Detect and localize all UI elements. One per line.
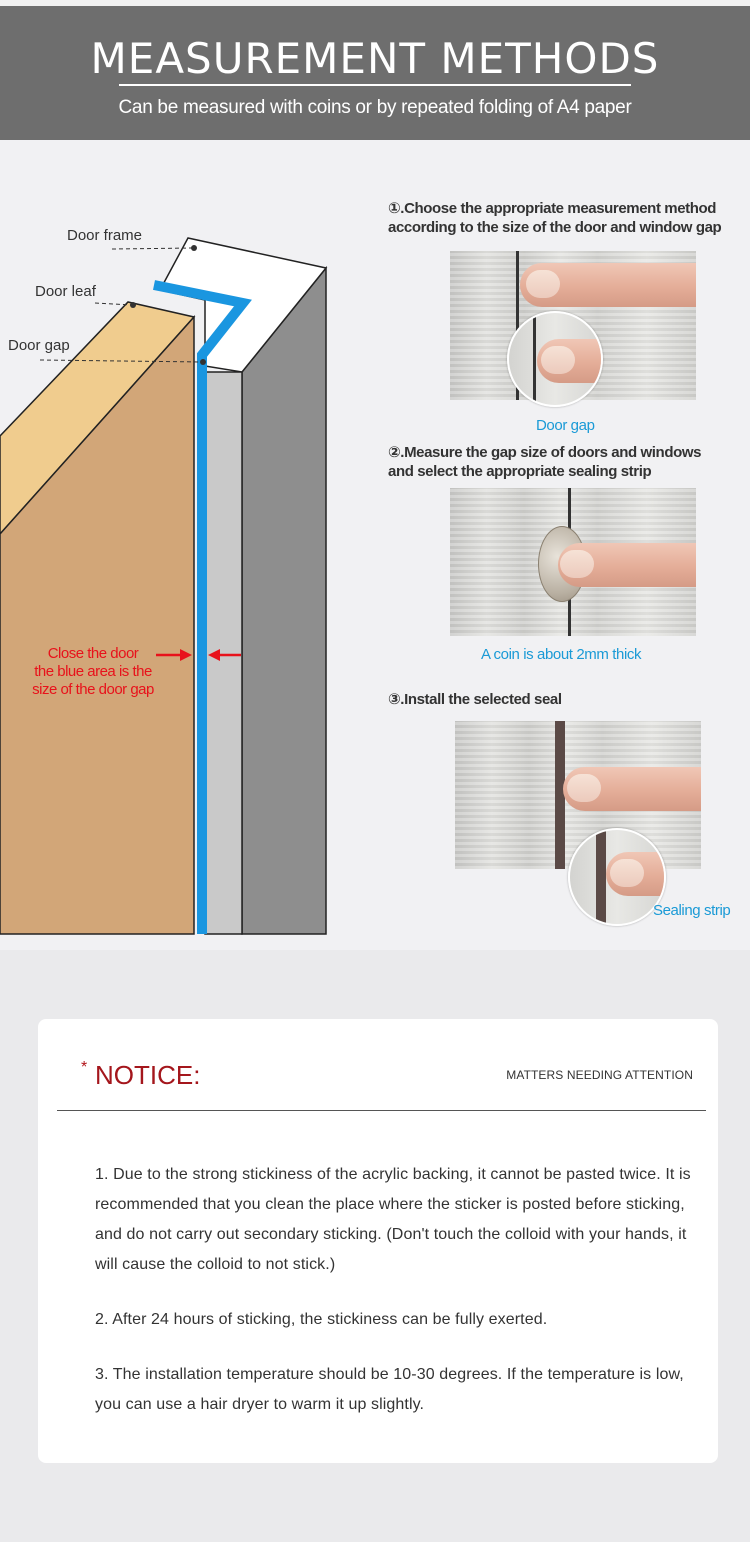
notice-card — [38, 1019, 718, 1463]
label-door-frame: Door frame — [67, 227, 143, 244]
notice-title: NOTICE: — [95, 1060, 201, 1090]
notice-star-icon: * — [81, 1059, 88, 1076]
step-2-line: and select the appropriate sealing strip — [388, 463, 652, 480]
step-2-text — [388, 443, 748, 481]
step-1-line: according to the size of the door and window gap — [388, 219, 722, 236]
caption-sealing-strip: Sealing strip — [653, 902, 731, 919]
step-3-line: ③.Install the selected seal — [388, 691, 562, 708]
step-1-text — [388, 199, 748, 237]
door-gap-diagram — [0, 140, 380, 950]
notice-item: 1. Due to the strong stickiness of the acrylic backing, it cannot be pasted twice. It is recommended that you clean the place where the sticker is posted before sticking, and do not carry out secondary sticking. (Don't touch the colloid with your hands, it will cause the colloid to not stick.) — [95, 1166, 691, 1273]
step-1-line: ①.Choose the appropriate measurement method — [388, 200, 717, 217]
step-3-text — [388, 690, 748, 709]
notice-subheading: MATTERS NEEDING ATTENTION — [506, 1068, 693, 1082]
door-frame-side — [242, 268, 326, 934]
caption-coin: A coin is about 2mm thick — [481, 646, 642, 663]
step-2-line: ②.Measure the gap size of doors and windows — [388, 444, 702, 461]
notice-list — [95, 1160, 695, 1445]
door-frame-inner — [205, 372, 242, 934]
page-subtitle: Can be measured with coins or by repeated folding of A4 paper — [118, 97, 632, 118]
magnifier-door-gap — [507, 311, 603, 407]
label-door-leaf: Door leaf — [35, 283, 96, 300]
notice-divider — [57, 1110, 706, 1111]
label-door-gap: Door gap — [8, 337, 70, 354]
photo-coin — [450, 488, 696, 636]
notice-item: 2. After 24 hours of sticking, the stickiness can be fully exerted. — [95, 1311, 548, 1328]
note-line: size of the door gap — [32, 681, 154, 698]
magnifier-sealing-strip — [568, 828, 666, 926]
header-banner — [0, 6, 750, 140]
notice-item: 3. The installation temperature should be 10-30 degrees. If the temperature is low, you can use a hair dryer to warm it up slightly. — [95, 1366, 684, 1413]
note-line: the blue area is the — [34, 663, 152, 680]
title-underline — [119, 84, 631, 86]
page-title: MEASUREMENT METHODS — [90, 34, 660, 83]
note-line: Close the door — [47, 645, 139, 662]
caption-door-gap: Door gap — [536, 417, 595, 434]
close-door-note — [18, 645, 168, 699]
